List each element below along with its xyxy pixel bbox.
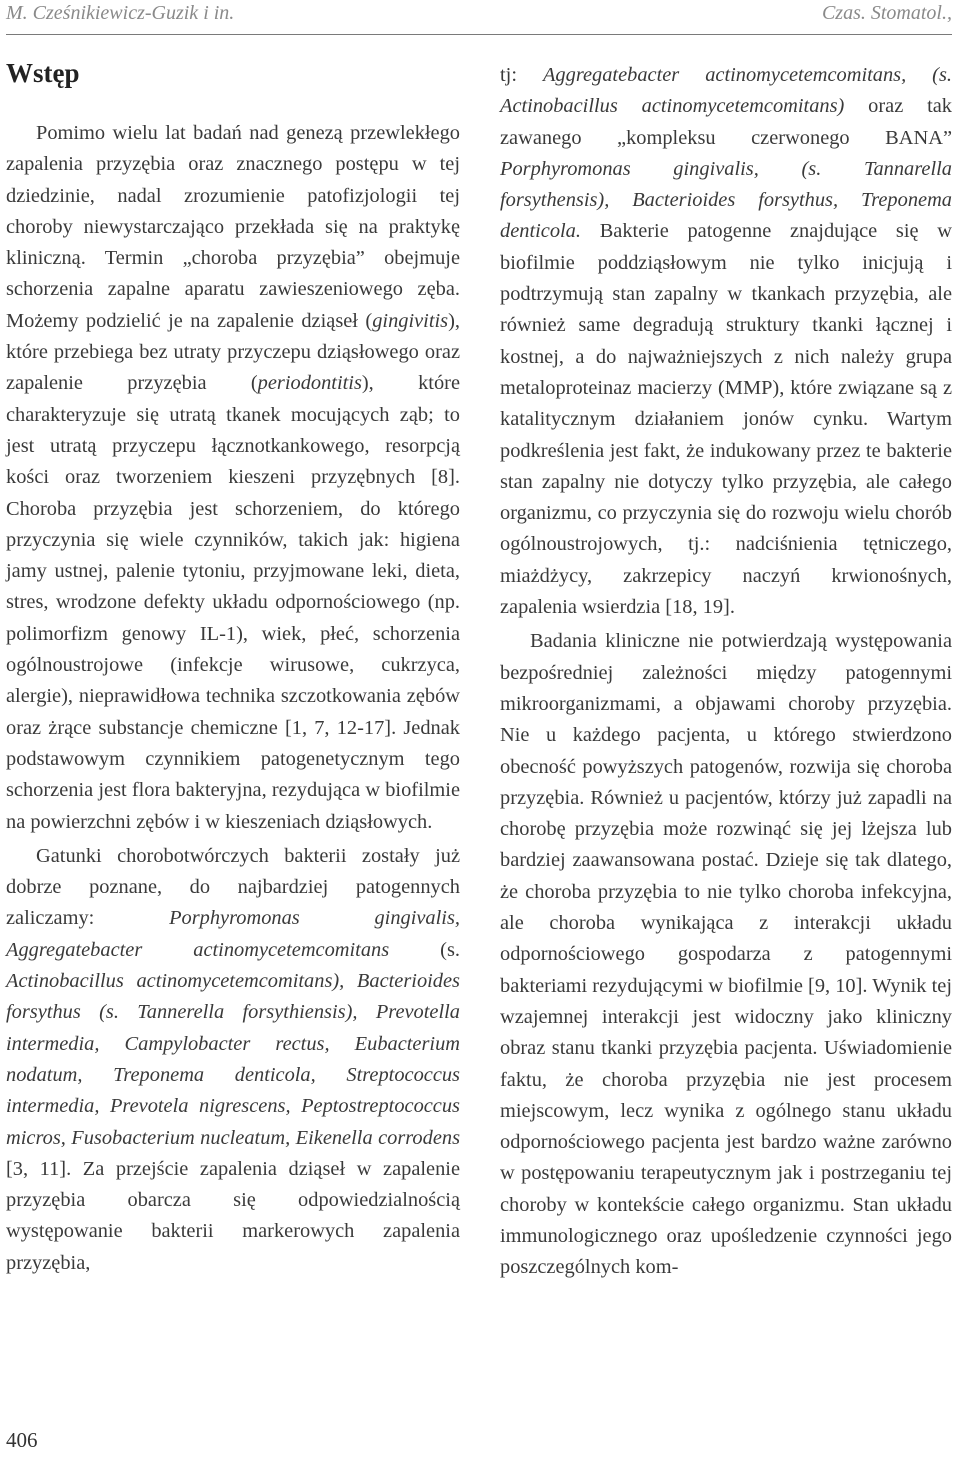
text-run: oraz tak zawanego „kompleksu czerwonego BANA”: [500, 95, 952, 149]
running-header: [6, 2, 952, 28]
italic-term: Porphyromonas gingivalis, (s. Tannarella forsythensis), Bacterioides forsythus, Treponema denticola.: [500, 157, 952, 243]
italic-term: Porphyromonas gingivalis, Aggregatebacter actinomycetemcomitans: [6, 907, 460, 961]
text-run: Gatunki chorobotwórczych bakterii zostały już dobrze poznane, do najbardziej patogennych zaliczamy:: [6, 844, 460, 930]
text-run: ), które przebiega bez utraty przyczepu dziąsłowego oraz zapalenie przyzębia (: [6, 309, 460, 395]
text-run: Bakterie patogenne znajdujące się w biofilmie poddziąsłowym nie tylko inicjują i podtrzymują stan zapalny w tkankach przyzębia, ale również same degradują struktury tkanki łącznej i kostnej, a do najważniejszych z nich należy grupa metaloproteinaz macierzy (MMP), które związane są z katalitycznym działaniem jonów cynku. Wartym podkreślenia jest fakt, że indukowany przez te bakterie stan zapalny nie dotyczy tylko przyzębia, ale całego organizmu, co przyczynia się do rozwoju wielu chorób ogólnoustrojowych, tj.: nadciśnienia tętniczego, miażdżycy, zakrzepicy naczyń krwionośnych, zapalenia wsierdzia [18, 19].: [500, 220, 952, 619]
header-divider: [6, 34, 952, 35]
italic-term: Actinobacillus actinomycetemcomitans), Bacterioides forsythus (s. Tannerella forsythiensis), Prevotella intermedia, Campylobacter rectus, Eubacterium nodatum, Treponema denticola, Streptococcus intermedia, Prevotela nigrescens, Peptostreptococcus micros, Fusobacterium nucleatum, Eikenella corrodens: [6, 970, 460, 1149]
text-run: tj:: [500, 64, 543, 86]
text-run: [3, 11]. Za przejście zapalenia dziąseł w zapalenie przyzębia obarcza się odpowiedzialnością występowanie bakterii markerowych zapalenia przyzębia,: [6, 1157, 460, 1274]
header-journal: Czas. Stomatol.,: [821, 2, 952, 24]
paragraph: [6, 841, 460, 1279]
text-run: Pomimo wielu lat badań nad genezą przewlekłego zapalenia przyzębia oraz znacznego postępu w tej dziedzinie, nadal zrozumienie patofizjologii tej choroby niewystarczająco przekłada się na praktykę kliniczną. Termin „choroba przyzębia” obejmuje schorzenia zapalne aparatu zawieszeniowego zęba. Możemy podzielić je na zapalenie dziąseł (: [6, 122, 460, 332]
section-heading: Wstęp: [6, 58, 80, 88]
italic-term: gingivitis: [372, 309, 449, 332]
italic-term: periodontitis: [257, 372, 362, 395]
italic-term: Aggregatebacter actinomycetemcomitans, (s. Actinobacillus actinomycetemcomitans): [500, 64, 952, 118]
paragraph: Badania kliniczne nie potwierdzają występowania bezpośredniej zależności między patogennymi mikroorganizmami, a objawami choroby przyzębia. Nie u każdego pacjenta, u którego stwierdzono obecność powyższych patogenów, rozwija się choroba przyzębia. Również u pacjentów, którzy już zapadli na chorobę przyzębia może rozwinąć się jej lżejsza lub bardziej zaawansowana postać. Dzieje się tak dlatego, że choroba przyzębia to nie tylko choroba infekcyjna, ale choroba wynikająca z interakcji układu odpornościowego gospodarza z patogennymi bakteriami rezydującymi w biofilmie [9, 10]. Wynik tej wzajemnej interakcji jest widoczny jako kliniczny obraz stanu tkanki przyzębia pacjenta. Uświadomienie faktu, że choroba przyzębia nie jest procesem miejscowym, lecz wynika z ogólnego stanu układu odpornościowego pacjenta jest bardzo ważne zarówno w postępowaniu terapeutycznym jak i postrzeganiu tej choroby w kontekście całego organizmu. Stan układu immunologicznego oraz upośledzenie czynności jego poszczególnych kom-: [500, 630, 952, 1279]
paragraph: [6, 118, 460, 838]
header-authors: M. Cześnikiewicz-Guzik i in.: [6, 2, 235, 24]
right-column: [500, 60, 952, 1284]
page-number: 406: [6, 1428, 38, 1452]
text-run: ), które charakteryzuje się utratą tkanek mocujących ząb; to jest utratą przyczepu łącznotkankowego, resorpcją kości oraz tworzeniem kieszeni przyzębnych [8]. Choroba przyzębia jest schorzeniem, do którego przyczynia się wiele czynników, takich jak: higiena jamy ustnej, palenie tytoniu, przyjmowane leki, dieta, stres, wrodzone defekty układu odpornościowego (np. polimorfizm genowy IL-1), wiek, płeć, schorzenia ogólnoustrojowe (infekcje wirusowe, cukrzyca, alergie), nieprawidłowa technika szczotkowania zębów oraz żrące substancje chemiczne [1, 7, 12-17]. Jednak podstawowym czynnikiem patogenetycznym tego schorzenia jest flora bakteryjna, rezydująca w biofilmie na powierzchni zębów i w kieszeniach dziąsłowych.: [6, 372, 460, 833]
left-column: [6, 118, 460, 1279]
text-run: (s.: [389, 938, 460, 961]
paragraph: [500, 60, 952, 623]
